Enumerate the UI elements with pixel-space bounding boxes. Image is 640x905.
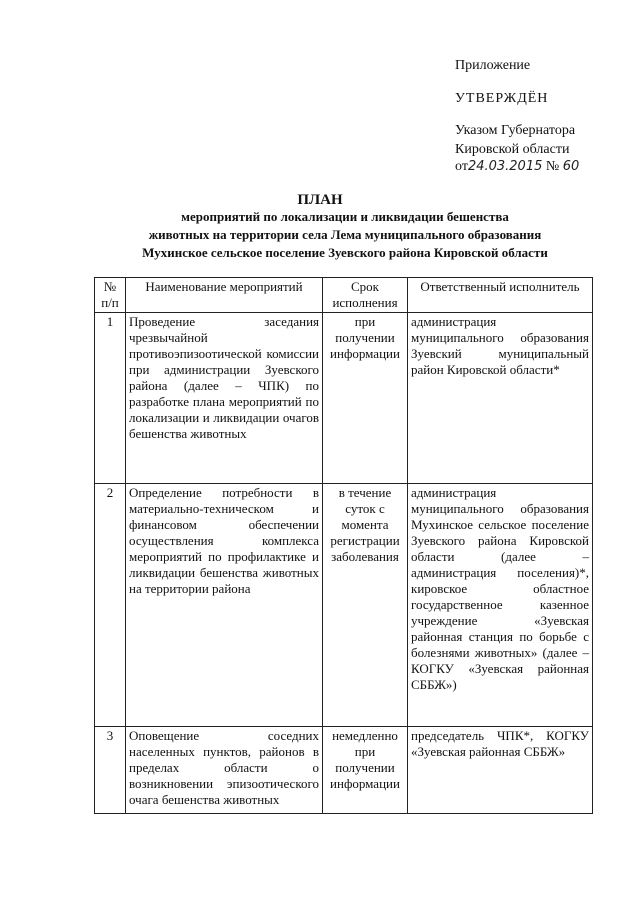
subtitle-line-3: Мухинское сельское поселение Зуевского района Кировской области [142,245,548,260]
cell-responsible: администрация муниципального образования Зуевский муниципальный район Кировской области* [408,313,593,484]
cell-name: Определение потребности в материально-техническом и финансовом обеспечении осуществления комплекса мероприятий по профилактике и ликвидации бешенства животных на территории района [126,484,323,727]
handwritten-number: 60 [562,159,580,174]
table-header-row [95,278,593,313]
header-responsible: Ответственный исполнитель [408,278,593,313]
cell-name: Оповещение соседних населенных пунктов, районов в пределах области о возникновении эпизоотического очага бешенства животных [126,727,323,814]
header-date-line [455,157,579,176]
cell-responsible: председатель ЧПК*, КОГКУ «Зуевская районная СББЖ» [408,727,593,814]
table-row [95,484,593,727]
handwritten-date: 24.03.2015 [467,159,543,174]
number-prefix: № [545,159,560,174]
decree-line-1: Указом Губернатора [455,123,576,138]
header-no: № п/п [95,278,126,313]
cell-no: 2 [95,484,126,727]
header-decree [455,121,575,159]
header-term: Срок исполнения [323,278,408,313]
subtitle-line-1: мероприятий по локализации и ликвидации бешенства [181,209,509,224]
header-name: Наименование мероприятий [126,278,323,313]
cell-term: в течение суток с момента регистрации заболевания [323,484,408,727]
plan-subtitle [110,208,580,262]
table-row [95,313,593,484]
header-appendix: Приложение [455,58,531,73]
cell-no: 1 [95,313,126,484]
table-row [95,727,593,814]
decree-line-2: Кировской области [455,142,570,157]
cell-name: Проведение заседания чрезвычайной противоэпизоотической комиссии при администрации Зуевского района (далее – ЧПК) по разработке плана мероприятий по локализации и ликвидации очагов бешенства животных [126,313,323,484]
plan-table [94,277,593,814]
header-approved: УТВЕРЖДЁН [455,91,549,106]
date-prefix: от [455,159,468,174]
plan-title: ПЛАН [297,192,343,208]
cell-no: 3 [95,727,126,814]
cell-responsible: администрация муниципального образования Мухинское сельское поселение Зуевского района Кировской области (далее – администрация поселения)*, кировское областное государственное казенное учреждение «Зуевская районная станция по борьбе с болезнями животных» (далее – КОГКУ «Зуевская районная СББЖ») [408,484,593,727]
cell-term: при получении информации [323,313,408,484]
cell-term: немедленно при получении информации [323,727,408,814]
subtitle-line-2: животных на территории села Лема муниципального образования [148,227,542,242]
